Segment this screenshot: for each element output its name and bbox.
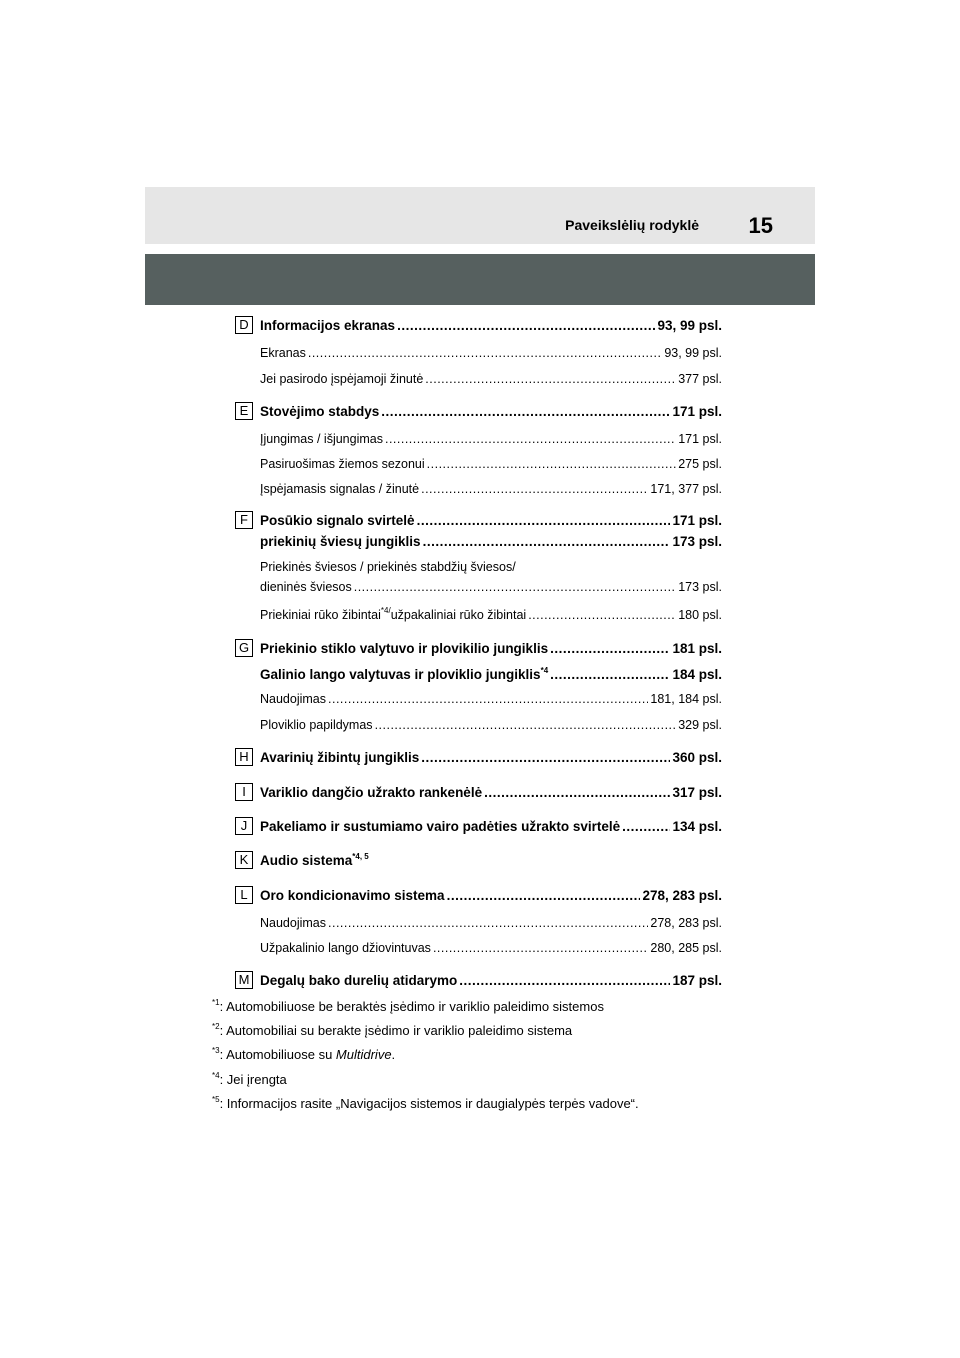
toc-item-label: Įjungimas / išjungimas [260,432,383,446]
toc-heading[interactable] [260,667,722,682]
section-letter-f: F [235,511,253,529]
toc-page: 93, 99 psl. [664,346,722,360]
toc-heading-label: Variklio dangčio užrakto rankenėlė [260,785,483,800]
toc-page: 173 psl. [672,534,722,549]
toc-heading-label: Posūkio signalo svirtelė [260,513,415,528]
toc-page: 171, 377 psl. [650,482,722,496]
toc-heading-label: Pakeliamo ir sustumiamo vairo padėties užrakto svirtelė [260,819,621,834]
section-letter-i: I [235,783,253,801]
toc-heading-label: Audio sistema$^{*4, 5}$ [260,852,369,868]
toc-page: 360 psl. [672,750,722,765]
toc-heading-label: Priekinio stiklo valytuvo ir plovikilio jungiklis [260,641,549,656]
toc-item-label: Priekiniai rūko žibintai$^{*4/}$užpakaliniai rūko žibintai [260,606,527,622]
leader-dots [427,457,677,471]
footnote: $^{*5}$: Informacijos rasite „Navigacijos sistemos ir daugialypės terpės vadove“. [212,1095,639,1111]
leader-dots [328,916,648,930]
section-letter-m: M [235,971,253,989]
leader-dots [421,750,670,765]
leader-dots [354,580,677,594]
toc-page: 171 psl. [672,404,722,419]
toc-page: 171 psl. [672,513,722,528]
toc-item-label: Ploviklio papildymas [260,718,373,732]
footnote-ref: *4, 5 [352,852,369,861]
toc-item-label: Ekranas [260,346,306,360]
leader-dots [417,513,671,528]
leader-dots [421,482,648,496]
toc-item-line: Priekinės šviesos / priekinės stabdžių šviesos/ [260,560,516,574]
toc-item[interactable] [260,372,722,386]
toc-page: 180 psl. [678,608,722,622]
section-letter-e: E [235,402,253,420]
toc-page: 173 psl. [678,580,722,594]
leader-dots [447,888,641,903]
toc-heading[interactable] [260,819,722,834]
leader-dots [550,641,670,656]
leader-dots [328,692,648,706]
toc-heading-label: Oro kondicionavimo sistema [260,888,445,903]
toc-heading-label: Informacijos ekranas [260,318,396,333]
toc-page: 184 psl. [672,667,722,682]
toc-heading[interactable] [260,641,722,656]
footnote-ref: *4/ [380,606,391,615]
toc-heading[interactable] [260,750,722,765]
toc-item-label: Naudojimas [260,692,327,706]
toc-heading[interactable] [260,513,722,528]
toc-heading[interactable] [260,318,722,333]
toc-item[interactable] [260,346,722,360]
toc-heading-label: Galinio lango valytuvas ir ploviklio jungiklis$^{*4}$ [260,666,549,682]
toc-page: 329 psl. [678,718,722,732]
leader-dots [423,534,671,549]
footnote-ref: *4 [540,666,549,675]
leader-dots [622,819,670,834]
toc-heading[interactable] [260,404,722,419]
leader-dots [381,404,670,419]
toc-heading[interactable] [260,888,722,903]
toc-page: 280, 285 psl. [650,941,722,955]
toc-item[interactable] [260,457,722,471]
footnote: $^{*1}$: Automobiliuose be beraktės įsėdimo ir variklio paleidimo sistemos [212,998,604,1014]
toc-page: 275 psl. [678,457,722,471]
toc-item-label: Pasiruošimas žiemos sezonui [260,457,425,471]
section-letter-j: J [235,817,253,835]
leader-dots [385,432,676,446]
section-band [145,254,815,305]
leader-dots [397,318,655,333]
toc-page: 171 psl. [678,432,722,446]
toc-item-label: Jei pasirodo įspėjamoji žinutė [260,372,424,386]
toc-item-label: Įspėjamasis signalas / žinutė [260,482,420,496]
page-number: 15 [748,213,773,238]
toc-item[interactable] [260,580,722,594]
section-letter-l: L [235,886,253,904]
footnote: $^{*2}$: Automobiliai su berakte įsėdimo ir variklio paleidimo sistema [212,1022,573,1038]
toc-page: 187 psl. [672,973,722,988]
toc-page: 181, 184 psl. [650,692,722,706]
toc-item[interactable] [260,718,722,732]
toc-heading[interactable] [260,785,722,800]
toc-item[interactable] [260,916,722,930]
toc-item[interactable] [260,608,722,622]
toc-page: 93, 99 psl. [657,318,722,333]
leader-dots [528,608,676,622]
header-title: Paveikslėlių rodyklė [565,217,699,233]
toc-heading-label: Stovėjimo stabdys [260,404,380,419]
leader-dots [484,785,670,800]
leader-dots [425,372,676,386]
toc-heading-label: priekinių šviesų jungiklis [260,534,421,549]
footnote: $^{*4}$: Jei įrengta [212,1071,287,1087]
toc-item[interactable] [260,432,722,446]
toc-page: 134 psl. [672,819,722,834]
leader-dots [433,941,648,955]
toc-heading[interactable] [260,973,722,988]
toc-heading-label: Degalų bako durelių atidarymo [260,973,458,988]
toc-item[interactable] [260,692,722,706]
toc-item-label: Naudojimas [260,916,327,930]
toc-page: 278, 283 psl. [650,916,722,930]
section-letter-d: D [235,316,253,334]
toc-item-label: Užpakalinio lango džiovintuvas [260,941,431,955]
section-letter-k: K [235,851,253,869]
header-band [145,187,815,244]
section-letter-h: H [235,748,253,766]
toc-page: 377 psl. [678,372,722,386]
footnote: $^{*3}$: Automobiliuose su Multidrive. [212,1046,396,1062]
toc-page: 278, 283 psl. [642,888,722,903]
toc-page: 181 psl. [672,641,722,656]
toc-heading[interactable] [260,853,722,868]
leader-dots [550,667,670,682]
toc-heading[interactable] [260,534,722,549]
toc-heading-label: Avarinių žibintų jungiklis [260,750,420,765]
toc-page: 317 psl. [672,785,722,800]
section-letter-g: G [235,639,253,657]
leader-dots [308,346,662,360]
toc-item[interactable] [260,941,722,955]
toc-item[interactable] [260,482,722,496]
leader-dots [459,973,670,988]
leader-dots [375,718,677,732]
toc-item-label: dieninės šviesos [260,580,352,594]
